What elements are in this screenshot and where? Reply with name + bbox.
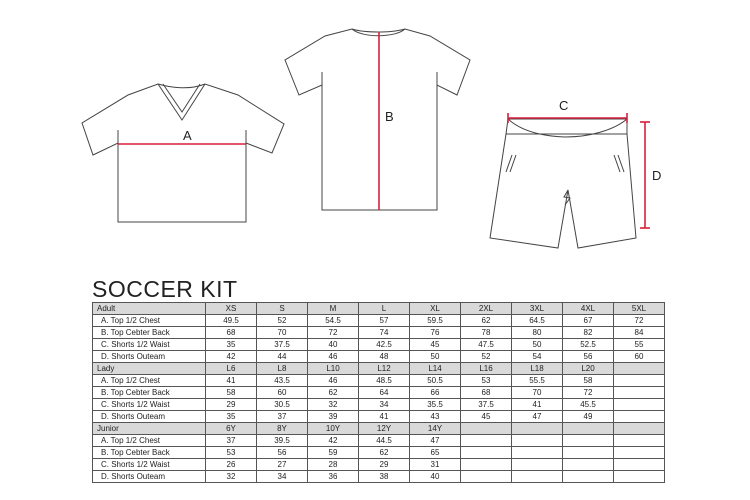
size-chart-body (93, 303, 665, 483)
measurement-value: 45.5 (563, 399, 614, 411)
size-header-cell: L8 (257, 363, 308, 375)
measurement-value: 59 (308, 447, 359, 459)
size-header-cell: 2XL (461, 303, 512, 315)
size-header-cell: L10 (308, 363, 359, 375)
measurement-value (614, 471, 665, 483)
measurement-value: 35.5 (410, 399, 461, 411)
measurement-value: 66 (410, 387, 461, 399)
measurement-value: 41 (359, 411, 410, 423)
measurement-value: 62 (359, 447, 410, 459)
measurement-value: 68 (461, 387, 512, 399)
measurement-value: 42 (308, 435, 359, 447)
measurement-value (614, 411, 665, 423)
table-row (93, 471, 665, 483)
measurement-value: 28 (308, 459, 359, 471)
table-row (93, 435, 665, 447)
size-header-cell: S (257, 303, 308, 315)
measurement-value: 43 (410, 411, 461, 423)
label-d: D (652, 168, 662, 183)
measurement-value: 50 (512, 339, 563, 351)
measurement-value: 41 (206, 375, 257, 387)
measurement-value: 43.5 (257, 375, 308, 387)
table-row (93, 459, 665, 471)
size-header-cell (614, 363, 665, 375)
table-row (93, 315, 665, 327)
measurement-value: 80 (512, 327, 563, 339)
measurement-value: 47 (410, 435, 461, 447)
measurement-value: 49 (563, 411, 614, 423)
measurement-value: 47.5 (461, 339, 512, 351)
measurement-value (512, 459, 563, 471)
measurement-value: 54.5 (308, 315, 359, 327)
size-header-cell: M (308, 303, 359, 315)
measurement-value: 58 (206, 387, 257, 399)
size-header-cell: L6 (206, 363, 257, 375)
table-row (93, 399, 665, 411)
measurement-value: 72 (614, 315, 665, 327)
measurement-value (512, 471, 563, 483)
measurement-value: 49.5 (206, 315, 257, 327)
table-row (93, 447, 665, 459)
table-row (93, 327, 665, 339)
size-header-cell: L14 (410, 363, 461, 375)
measurement-value: 47 (512, 411, 563, 423)
measurement-value: 40 (410, 471, 461, 483)
measurement-value (461, 435, 512, 447)
measurement-value: 68 (206, 327, 257, 339)
size-header-cell (461, 423, 512, 435)
measurement-label: D. Shorts Outeam (93, 351, 206, 363)
measurement-value (614, 387, 665, 399)
measurement-value: 76 (410, 327, 461, 339)
measurement-value: 56 (257, 447, 308, 459)
size-header-cell: 6Y (206, 423, 257, 435)
size-chart-table (92, 302, 665, 483)
table-row (93, 387, 665, 399)
size-header-cell: 5XL (614, 303, 665, 315)
measurement-value: 40 (308, 339, 359, 351)
measurement-value: 27 (257, 459, 308, 471)
measurement-value: 70 (512, 387, 563, 399)
size-header-cell (563, 423, 614, 435)
section-header-row (93, 363, 665, 375)
size-header-cell: L12 (359, 363, 410, 375)
measurement-value: 55 (614, 339, 665, 351)
measurement-value (614, 399, 665, 411)
measurement-label: D. Shorts Outeam (93, 471, 206, 483)
size-header-cell: 10Y (308, 423, 359, 435)
measurement-value: 44.5 (359, 435, 410, 447)
size-header-cell: L16 (461, 363, 512, 375)
measurement-value (563, 447, 614, 459)
measurement-value: 55.5 (512, 375, 563, 387)
measurement-value: 65 (410, 447, 461, 459)
measurement-value: 53 (461, 375, 512, 387)
measurement-value: 38 (359, 471, 410, 483)
measurement-value: 45 (410, 339, 461, 351)
measurement-value: 45 (461, 411, 512, 423)
measurement-value: 32 (308, 399, 359, 411)
measurement-label: C. Shorts 1/2 Waist (93, 459, 206, 471)
measurement-value: 32 (206, 471, 257, 483)
measurement-value: 36 (308, 471, 359, 483)
size-header-cell: XL (410, 303, 461, 315)
measurement-value: 37 (206, 435, 257, 447)
size-header-cell (512, 423, 563, 435)
measurement-value: 46 (308, 375, 359, 387)
measurement-value (614, 375, 665, 387)
measurement-value: 37.5 (257, 339, 308, 351)
measurement-value: 64 (359, 387, 410, 399)
measurement-value (563, 459, 614, 471)
measurement-label: B. Top Cebter Back (93, 327, 206, 339)
measurement-label: A. Top 1/2 Chest (93, 315, 206, 327)
measurement-value: 72 (308, 327, 359, 339)
measurement-value (461, 471, 512, 483)
size-header-cell: 14Y (410, 423, 461, 435)
measurement-value: 35 (206, 339, 257, 351)
measurement-value: 31 (410, 459, 461, 471)
section-header-row (93, 303, 665, 315)
measurement-value (512, 447, 563, 459)
table-row (93, 339, 665, 351)
section-name: Lady (93, 363, 206, 375)
measurement-value: 46 (308, 351, 359, 363)
measurement-value: 59.5 (410, 315, 461, 327)
measurement-label: D. Shorts Outeam (93, 411, 206, 423)
measurement-label: A. Top 1/2 Chest (93, 375, 206, 387)
measurement-value: 50.5 (410, 375, 461, 387)
measurement-value: 44 (257, 351, 308, 363)
section-name: Junior (93, 423, 206, 435)
measurement-value (563, 471, 614, 483)
measurement-value: 60 (257, 387, 308, 399)
measurement-value (614, 459, 665, 471)
measurement-value: 54 (512, 351, 563, 363)
measurement-value: 82 (563, 327, 614, 339)
measurement-value: 84 (614, 327, 665, 339)
measurement-value: 78 (461, 327, 512, 339)
measurement-value: 48 (359, 351, 410, 363)
measurement-value: 52 (461, 351, 512, 363)
measurement-value: 42.5 (359, 339, 410, 351)
size-header-cell: 4XL (563, 303, 614, 315)
measurement-value: 39 (308, 411, 359, 423)
measurement-value: 41 (512, 399, 563, 411)
measurement-value: 57 (359, 315, 410, 327)
measurement-value: 67 (563, 315, 614, 327)
measurement-value: 29 (206, 399, 257, 411)
label-a: A (183, 128, 192, 143)
table-row (93, 411, 665, 423)
jersey-back-drawing (285, 29, 470, 210)
measurement-value: 48.5 (359, 375, 410, 387)
measurement-value: 30.5 (257, 399, 308, 411)
measurement-value (461, 447, 512, 459)
measurement-label: B. Top Cebter Back (93, 447, 206, 459)
measurement-value (614, 435, 665, 447)
measurement-value: 26 (206, 459, 257, 471)
measurement-label: C. Shorts 1/2 Waist (93, 399, 206, 411)
measurement-value: 39.5 (257, 435, 308, 447)
shorts-drawing (490, 119, 636, 248)
size-header-cell: L18 (512, 363, 563, 375)
measurement-value: 52.5 (563, 339, 614, 351)
size-header-cell: 8Y (257, 423, 308, 435)
measurement-value: 42 (206, 351, 257, 363)
measurement-value: 52 (257, 315, 308, 327)
measurement-value (614, 447, 665, 459)
measurement-value (461, 459, 512, 471)
section-name: Adult (93, 303, 206, 315)
measurement-value: 62 (308, 387, 359, 399)
label-b: B (385, 109, 394, 124)
measurement-value: 34 (359, 399, 410, 411)
measurement-value (563, 435, 614, 447)
measurement-value: 58 (563, 375, 614, 387)
measurement-value: 60 (614, 351, 665, 363)
size-header-cell: 12Y (359, 423, 410, 435)
table-row (93, 375, 665, 387)
section-header-row (93, 423, 665, 435)
measurement-value: 70 (257, 327, 308, 339)
measurement-label: A. Top 1/2 Chest (93, 435, 206, 447)
measurement-value: 35 (206, 411, 257, 423)
measurement-value: 72 (563, 387, 614, 399)
measurement-value: 37.5 (461, 399, 512, 411)
size-header-cell: L20 (563, 363, 614, 375)
measurement-value: 62 (461, 315, 512, 327)
size-header-cell: XS (206, 303, 257, 315)
measurement-value: 64.5 (512, 315, 563, 327)
measurement-label: B. Top Cebter Back (93, 387, 206, 399)
page-title: SOCCER KIT (92, 276, 238, 302)
size-header-cell: L (359, 303, 410, 315)
measurement-value: 37 (257, 411, 308, 423)
measurement-value: 56 (563, 351, 614, 363)
measurement-value: 34 (257, 471, 308, 483)
measurement-value: 53 (206, 447, 257, 459)
size-header-cell (614, 423, 665, 435)
size-header-cell: 3XL (512, 303, 563, 315)
measurement-value: 50 (410, 351, 461, 363)
measurement-value: 74 (359, 327, 410, 339)
label-c: C (559, 98, 569, 113)
measurement-value (512, 435, 563, 447)
table-row (93, 351, 665, 363)
jersey-front-drawing (82, 84, 284, 222)
measurement-label: C. Shorts 1/2 Waist (93, 339, 206, 351)
measurement-value: 29 (359, 459, 410, 471)
